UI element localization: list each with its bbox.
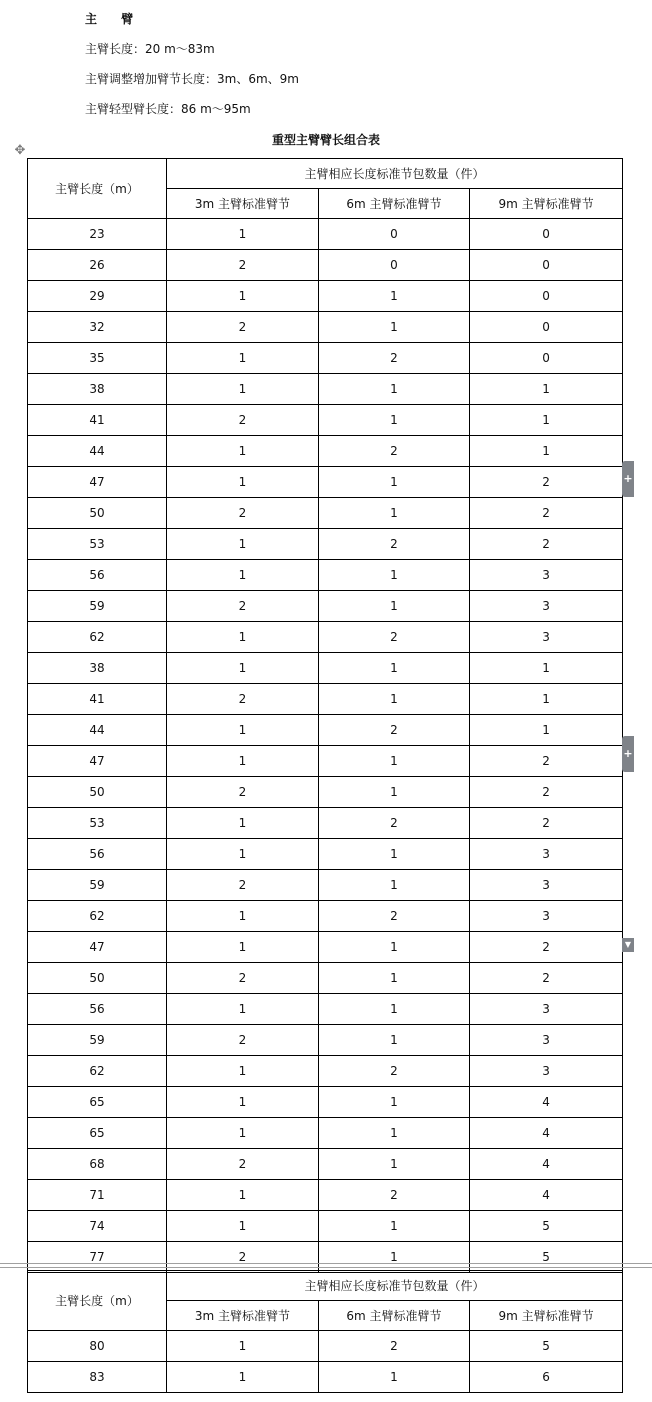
paragraph-arm-length: 主臂长度：20 m～83m <box>85 42 215 56</box>
table-row <box>28 777 623 808</box>
table-row <box>28 1056 623 1087</box>
cell-arm-length: 53 <box>28 808 167 839</box>
cell-arm-length: 26 <box>28 250 167 281</box>
cell-9m-count: 2 <box>470 746 623 777</box>
cell-6m-count: 1 <box>319 746 470 777</box>
cell-9m-count: 2 <box>470 808 623 839</box>
plus-icon[interactable]: + <box>622 461 634 497</box>
cell-3m-count: 1 <box>167 715 319 746</box>
cell-9m-count: 5 <box>470 1242 623 1273</box>
cell-9m-count: 3 <box>470 994 623 1025</box>
cell-arm-length: 65 <box>28 1118 167 1149</box>
cell-9m-count: 1 <box>470 436 623 467</box>
table-row <box>28 312 623 343</box>
cell-9m-count: 2 <box>470 932 623 963</box>
cell-6m-count: 1 <box>319 777 470 808</box>
cell-arm-length: 38 <box>28 653 167 684</box>
header-3m: 3m 主臂标准臂节 <box>167 1301 319 1331</box>
table-row <box>28 250 623 281</box>
table-row <box>28 1118 623 1149</box>
cell-arm-length: 32 <box>28 312 167 343</box>
cell-3m-count: 1 <box>167 374 319 405</box>
table-row <box>28 839 623 870</box>
cell-arm-length: 59 <box>28 1025 167 1056</box>
cell-3m-count: 1 <box>167 1056 319 1087</box>
cell-3m-count: 1 <box>167 932 319 963</box>
header-9m: 9m 主臂标准臂节 <box>470 1301 623 1331</box>
cell-6m-count: 1 <box>319 405 470 436</box>
cell-3m-count: 1 <box>167 436 319 467</box>
cell-arm-length: 62 <box>28 622 167 653</box>
table-row <box>28 281 623 312</box>
cell-9m-count: 1 <box>470 715 623 746</box>
cell-3m-count: 2 <box>167 1149 319 1180</box>
cell-9m-count: 2 <box>470 529 623 560</box>
cell-3m-count: 2 <box>167 591 319 622</box>
cell-arm-length: 47 <box>28 932 167 963</box>
paragraph-light-arm-length: 主臂轻型臂长度：86 m～95m <box>85 102 251 116</box>
table-row <box>28 901 623 932</box>
cell-arm-length: 65 <box>28 1087 167 1118</box>
table-row <box>28 653 623 684</box>
cell-6m-count: 1 <box>319 932 470 963</box>
cell-6m-count: 1 <box>319 591 470 622</box>
cell-3m-count: 1 <box>167 746 319 777</box>
cell-9m-count: 5 <box>470 1211 623 1242</box>
cell-3m-count: 2 <box>167 870 319 901</box>
cell-arm-length: 62 <box>28 1056 167 1087</box>
cell-9m-count: 3 <box>470 591 623 622</box>
cell-arm-length: 29 <box>28 281 167 312</box>
cell-arm-length: 59 <box>28 591 167 622</box>
cell-3m-count: 2 <box>167 405 319 436</box>
cell-6m-count: 1 <box>319 839 470 870</box>
cell-9m-count: 3 <box>470 1025 623 1056</box>
cell-9m-count: 0 <box>470 312 623 343</box>
header-arm-length: 主臂长度（m） <box>28 159 167 219</box>
cell-arm-length: 80 <box>28 1331 167 1362</box>
cell-3m-count: 1 <box>167 467 319 498</box>
table-row <box>28 591 623 622</box>
cell-6m-count: 1 <box>319 560 470 591</box>
header-6m: 6m 主臂标准臂节 <box>319 189 470 219</box>
table-row <box>28 498 623 529</box>
cell-6m-count: 1 <box>319 684 470 715</box>
table-row <box>28 684 623 715</box>
cell-3m-count: 1 <box>167 529 319 560</box>
plus-icon[interactable]: + <box>622 736 634 772</box>
cell-9m-count: 2 <box>470 963 623 994</box>
cell-arm-length: 83 <box>28 1362 167 1393</box>
table-row <box>28 994 623 1025</box>
cell-arm-length: 68 <box>28 1149 167 1180</box>
cell-9m-count: 3 <box>470 839 623 870</box>
table-row <box>28 1362 623 1393</box>
cell-arm-length: 53 <box>28 529 167 560</box>
cell-6m-count: 1 <box>319 994 470 1025</box>
cell-3m-count: 1 <box>167 1331 319 1362</box>
cell-9m-count: 1 <box>470 405 623 436</box>
cell-6m-count: 2 <box>319 436 470 467</box>
cell-3m-count: 1 <box>167 560 319 591</box>
cell-9m-count: 3 <box>470 622 623 653</box>
table-row <box>28 560 623 591</box>
cell-6m-count: 0 <box>319 250 470 281</box>
cell-arm-length: 74 <box>28 1211 167 1242</box>
page-break <box>0 1263 652 1268</box>
cell-3m-count: 2 <box>167 777 319 808</box>
cell-9m-count: 4 <box>470 1149 623 1180</box>
cell-arm-length: 35 <box>28 343 167 374</box>
cell-3m-count: 2 <box>167 963 319 994</box>
paragraph-adjust-length: 主臂调整增加臂节长度：3m、6m、9m <box>85 72 299 86</box>
cell-6m-count: 1 <box>319 870 470 901</box>
header-arm-length: 主臂长度（m） <box>28 1271 167 1331</box>
table-row <box>28 405 623 436</box>
cell-9m-count: 6 <box>470 1362 623 1393</box>
cell-9m-count: 5 <box>470 1331 623 1362</box>
header-9m: 9m 主臂标准臂节 <box>470 189 623 219</box>
cell-9m-count: 0 <box>470 250 623 281</box>
cell-arm-length: 71 <box>28 1180 167 1211</box>
cell-9m-count: 1 <box>470 653 623 684</box>
cell-9m-count: 2 <box>470 498 623 529</box>
table-row <box>28 1331 623 1362</box>
cell-9m-count: 0 <box>470 343 623 374</box>
table-row <box>28 343 623 374</box>
cell-arm-length: 47 <box>28 746 167 777</box>
cell-9m-count: 1 <box>470 374 623 405</box>
table-row <box>28 622 623 653</box>
cell-arm-length: 41 <box>28 684 167 715</box>
section-heading: 主 臂 <box>85 12 144 26</box>
table-row <box>28 932 623 963</box>
table-row <box>28 963 623 994</box>
cell-9m-count: 4 <box>470 1087 623 1118</box>
cell-9m-count: 2 <box>470 777 623 808</box>
cell-arm-length: 56 <box>28 839 167 870</box>
table-row <box>28 870 623 901</box>
move-arrows-icon[interactable]: ✥ <box>14 143 26 158</box>
header-6m: 6m 主臂标准臂节 <box>319 1301 470 1331</box>
table-row <box>28 1025 623 1056</box>
cell-9m-count: 4 <box>470 1118 623 1149</box>
cell-9m-count: 0 <box>470 281 623 312</box>
table-title: 重型主臂臂长组合表 <box>271 133 380 147</box>
cell-3m-count: 1 <box>167 653 319 684</box>
cell-arm-length: 23 <box>28 219 167 250</box>
cell-arm-length: 50 <box>28 963 167 994</box>
cell-arm-length: 50 <box>28 498 167 529</box>
cell-3m-count: 1 <box>167 1118 319 1149</box>
cell-6m-count: 2 <box>319 343 470 374</box>
cell-6m-count: 1 <box>319 498 470 529</box>
header-group: 主臂相应长度标准节包数量（件） <box>167 159 623 189</box>
cell-6m-count: 1 <box>319 1211 470 1242</box>
cell-3m-count: 1 <box>167 622 319 653</box>
cell-9m-count: 1 <box>470 684 623 715</box>
cell-3m-count: 1 <box>167 1211 319 1242</box>
cell-3m-count: 1 <box>167 808 319 839</box>
cell-6m-count: 1 <box>319 281 470 312</box>
cell-3m-count: 1 <box>167 1180 319 1211</box>
cell-3m-count: 1 <box>167 994 319 1025</box>
cell-9m-count: 3 <box>470 560 623 591</box>
cell-6m-count: 1 <box>319 312 470 343</box>
cell-6m-count: 1 <box>319 1362 470 1393</box>
cell-6m-count: 2 <box>319 715 470 746</box>
table-row <box>28 436 623 467</box>
arm-combination-table-continued <box>27 1270 623 1393</box>
cell-3m-count: 2 <box>167 250 319 281</box>
cell-3m-count: 2 <box>167 684 319 715</box>
cell-3m-count: 2 <box>167 312 319 343</box>
table-row <box>28 374 623 405</box>
table-row <box>28 1211 623 1242</box>
cell-3m-count: 2 <box>167 1025 319 1056</box>
cell-6m-count: 2 <box>319 1331 470 1362</box>
cell-3m-count: 1 <box>167 343 319 374</box>
cell-arm-length: 41 <box>28 405 167 436</box>
table-row <box>28 1087 623 1118</box>
cell-arm-length: 38 <box>28 374 167 405</box>
cell-6m-count: 1 <box>319 1087 470 1118</box>
table-row <box>28 219 623 250</box>
cell-arm-length: 77 <box>28 1242 167 1273</box>
cell-3m-count: 2 <box>167 1242 319 1273</box>
cell-arm-length: 47 <box>28 467 167 498</box>
cell-9m-count: 3 <box>470 901 623 932</box>
cell-6m-count: 1 <box>319 653 470 684</box>
header-3m: 3m 主臂标准臂节 <box>167 189 319 219</box>
cell-6m-count: 2 <box>319 901 470 932</box>
cell-9m-count: 2 <box>470 467 623 498</box>
table-row <box>28 1180 623 1211</box>
header-group: 主臂相应长度标准节包数量（件） <box>167 1271 623 1301</box>
cell-3m-count: 1 <box>167 281 319 312</box>
cell-arm-length: 62 <box>28 901 167 932</box>
cell-9m-count: 0 <box>470 219 623 250</box>
cell-6m-count: 2 <box>319 808 470 839</box>
down-arrow-icon[interactable]: ▼ <box>622 938 634 952</box>
cell-3m-count: 1 <box>167 1362 319 1393</box>
cell-arm-length: 59 <box>28 870 167 901</box>
cell-arm-length: 56 <box>28 994 167 1025</box>
cell-arm-length: 56 <box>28 560 167 591</box>
cell-6m-count: 0 <box>319 219 470 250</box>
cell-9m-count: 3 <box>470 870 623 901</box>
table-row <box>28 529 623 560</box>
cell-6m-count: 1 <box>319 1242 470 1273</box>
table-row <box>28 1149 623 1180</box>
cell-3m-count: 1 <box>167 901 319 932</box>
cell-3m-count: 1 <box>167 219 319 250</box>
table-row <box>28 467 623 498</box>
cell-6m-count: 1 <box>319 374 470 405</box>
cell-arm-length: 44 <box>28 715 167 746</box>
table-row <box>28 808 623 839</box>
cell-6m-count: 1 <box>319 1025 470 1056</box>
table-row <box>28 715 623 746</box>
cell-6m-count: 1 <box>319 1149 470 1180</box>
cell-9m-count: 4 <box>470 1180 623 1211</box>
cell-3m-count: 1 <box>167 1087 319 1118</box>
cell-6m-count: 1 <box>319 1118 470 1149</box>
cell-9m-count: 3 <box>470 1056 623 1087</box>
cell-6m-count: 2 <box>319 1180 470 1211</box>
cell-6m-count: 1 <box>319 467 470 498</box>
cell-6m-count: 1 <box>319 963 470 994</box>
table-row <box>28 746 623 777</box>
cell-6m-count: 2 <box>319 1056 470 1087</box>
cell-arm-length: 50 <box>28 777 167 808</box>
cell-3m-count: 2 <box>167 498 319 529</box>
arm-combination-table <box>27 158 623 1273</box>
cell-6m-count: 2 <box>319 529 470 560</box>
cell-6m-count: 2 <box>319 622 470 653</box>
cell-3m-count: 1 <box>167 839 319 870</box>
cell-arm-length: 44 <box>28 436 167 467</box>
